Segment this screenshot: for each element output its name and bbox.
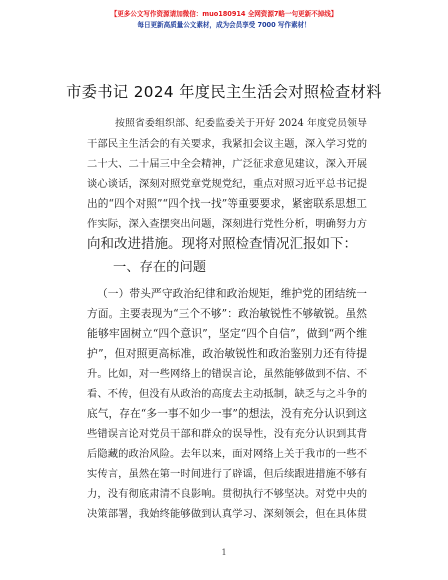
document-title: 市委书记 2024 年度民主生活会对照检查材料 bbox=[66, 83, 382, 101]
paragraph-line: 作实际，深入查摆突出问题，深刻进行党性分析，明确努力方 bbox=[87, 218, 367, 230]
paragraph-line: 能够牢固树立“四个意识”，坚定“四个自信”，做到“两个维 bbox=[87, 327, 367, 340]
paragraph-line: 按照省委组织部、纪委监委关于开好 2024 年度党员领导 bbox=[115, 118, 367, 129]
paragraph-line: 升。比如，对一些网络上的错误言论，虽然能够做到不信、不 bbox=[87, 368, 367, 380]
paragraph-line: 向和改进措施。现将对照检查情况汇报如下： bbox=[87, 236, 357, 252]
paragraph-line: 决策部署，我始终能够做到认真学习、深刻领会，但在具体贯 bbox=[87, 508, 367, 520]
paragraph-line: 实传言，虽然在第一时间进行了辟谣，但后续跟进措施不够有 bbox=[87, 468, 367, 480]
paragraph-line: 谈心谈话，深刻对照党章党规党纪，重点对照习近平总书记提 bbox=[87, 178, 367, 190]
paragraph-line: 二十大、二十届三中全会精神，广泛征求意见建议，深入开展 bbox=[87, 158, 367, 170]
paragraph-line: 看、不传，但没有从政治的高度去主动抵制，缺乏与之斗争的 bbox=[87, 388, 367, 400]
paragraph-line: 出的“四个对照”“四个找一找”等重要要求，紧密联系思想工 bbox=[87, 197, 367, 210]
page-number: 1 bbox=[221, 548, 227, 557]
paragraph-line: 护”，但对照更高标准，政治敏锐性和政治鉴别力还有待提 bbox=[87, 347, 367, 360]
ad-banner-line-2: 每日更新高质量公文素材，成为会员享受 7000 写作素材！ bbox=[137, 21, 311, 29]
paragraph-line: 干部民主生活会的有关要求，我紧扣会议主题，深入学习党的 bbox=[87, 138, 367, 150]
paragraph-line: 底气，存在“多一事不如少一事”的想法，没有充分认识到这 bbox=[87, 407, 367, 420]
paragraph-line: 力，没有彻底肃清不良影响。贯彻执行不够坚决。对党中央的 bbox=[87, 488, 367, 500]
ad-banner-line-1: 【更多公文写作资源请加微信：muo180914 全网资源7略一句更新不掉线】 bbox=[110, 10, 338, 18]
paragraph-line: 方面。主要表现为“三个不够”：政治敏锐性不够敏锐。虽然 bbox=[87, 307, 367, 320]
paragraph-line: 些错误言论对党员干部和群众的误导性，没有充分认识到其背 bbox=[87, 428, 367, 440]
section-heading: 一、存在的问题 bbox=[113, 260, 207, 275]
paragraph-line: 后隐藏的政治风险。去年以来，面对网络上关于我市的一些不 bbox=[87, 448, 367, 460]
paragraph-line: （一）带头严守政治纪律和政治规矩，维护党的团结统一 bbox=[97, 287, 367, 300]
